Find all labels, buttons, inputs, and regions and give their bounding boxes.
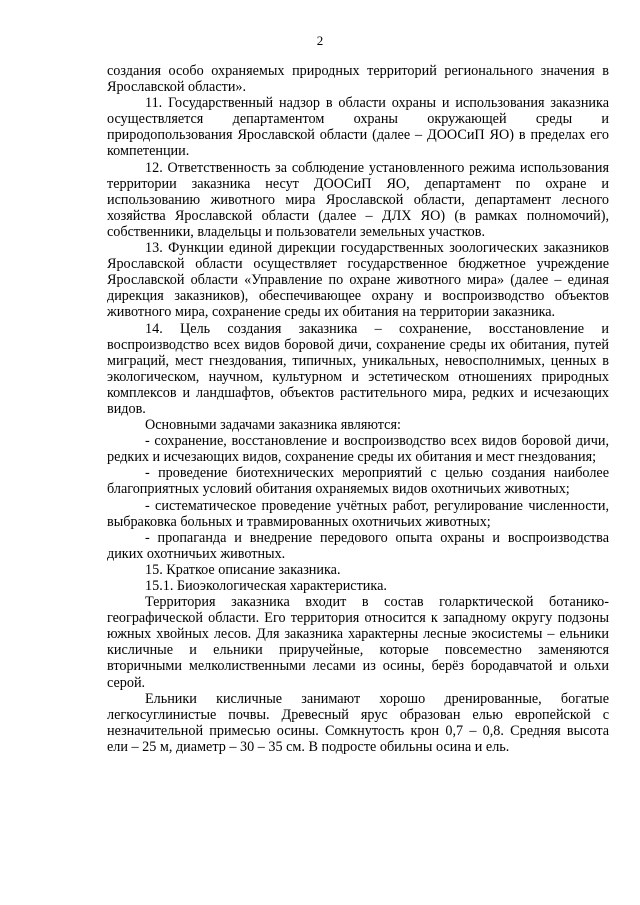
paragraph-intro-continuation: создания особо охраняемых природных территорий регионального значения в Ярославской области». bbox=[107, 63, 609, 96]
paragraph-territory-description: Территория заказника входит в состав голарктической ботанико-географической области. Его территория относится к западному округу подзоны южных хвойных лесов. Для заказника характерны лесные экосистемы – ельники кисличные и ельники приручейные, которые повсеместно заменяются вторичными мелколиственными лесами из осины, берёз бородавчатой и ольхи серой. bbox=[107, 594, 609, 691]
list-item: - систематическое проведение учётных работ, регулирование численности, выбраковка больных и травмированных охотничьих животных; bbox=[107, 497, 609, 530]
document-body bbox=[107, 63, 609, 755]
page-number: 2 bbox=[316, 33, 324, 48]
list-item: - сохранение, восстановление и воспроизводство всех видов боровой дичи, редких и исчезающих видов, сохранение среды их обитания и мест гнездования; bbox=[107, 433, 609, 466]
list-item: - пропаганда и внедрение передового опыта охраны и воспроизводства диких охотничьих животных. bbox=[107, 529, 609, 562]
paragraph-11-supervision: 11. Государственный надзор в области охраны и использования заказника осуществляется департаментом охраны окружающей среды и природопользования Ярославской области (далее – ДООСиП ЯО) в пределах его компетенции. bbox=[107, 95, 609, 160]
paragraph-tasks-heading: Основными задачами заказника являются: bbox=[145, 417, 401, 434]
paragraph-14-purpose: 14. Цель создания заказника – сохранение, восстановление и воспроизводство всех видов боровой дичи, сохранение среды их обитания, путей миграций, мест гнездования, типичных, уникальных, невосполнимых, ценных в экологическом, научном, культурном и эстетическом отношениях природных комплексов и ландшафтов, объектов растительного мира, редких и исчезающих видов. bbox=[107, 320, 609, 417]
paragraph-12-responsibility: 12. Ответственность за соблюдение установленного режима использования территории заказника несут ДООСиП ЯО, департамент по охране и использованию животного мира Ярославской области, департамент лесного хозяйства Ярославской области (далее – ДЛХ ЯО) (в рамках полномочий), собственники, владельцы и пользователи земельных участков. bbox=[107, 159, 609, 240]
list-item: - проведение биотехнических мероприятий с целью создания наиболее благоприятных условий обитания охраняемых видов охотничьих животных; bbox=[107, 465, 609, 498]
paragraph-15-1-heading: 15.1. Биоэкологическая характеристика. bbox=[145, 578, 387, 594]
paragraph-13-directorate: 13. Функции единой дирекции государственных зоологических заказников Ярославской области осуществляет государственное бюджетное учреждение Ярославской области «Управление по охране животного мира» (далее – единая дирекция заказников), обеспечивающее охрану и воспроизводство объектов животного мира, сохранение среды их обитания на территории заказника. bbox=[107, 240, 609, 321]
paragraph-15-heading: 15. Краткое описание заказника. bbox=[145, 561, 341, 578]
paragraph-spruce-forests: Ельники кисличные занимают хорошо дренированные, богатые легкосуглинистые почвы. Древесный ярус образован елью европейской с незначительной примесью осины. Сомкнутость крон 0,7 – 0,8. Средняя высота ели – 25 м, диаметр – 30 – 35 см. В подросте обильны осина и ель. bbox=[107, 690, 609, 755]
